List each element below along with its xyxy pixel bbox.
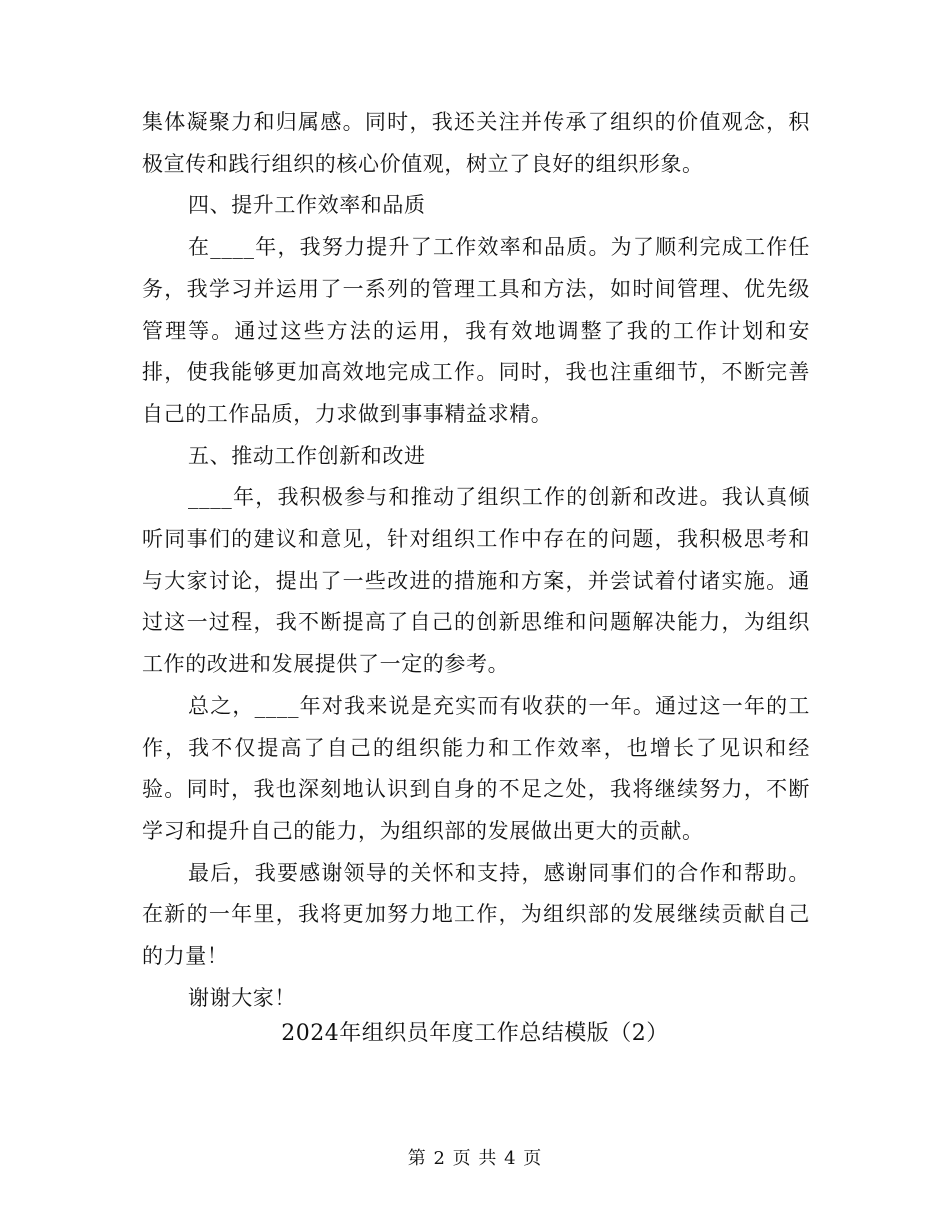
section-heading-4: 四、提升工作效率和品质: [188, 193, 426, 218]
document-body: [142, 102, 810, 1019]
paragraph-continued: 集体凝聚力和归属感。同时，我还关注并传承了组织的价值观念，积极宣传和践行组织的核心价值观，树立了良好的组织形象。: [142, 110, 810, 176]
paragraph-thanks: 最后，我要感谢领导的关怀和支持，感谢同事们的合作和帮助。在新的一年里，我将更加努力地工作，为组织部的发展继续贡献自己的力量！: [142, 860, 810, 969]
paragraph-innovation: ____年，我积极参与和推动了组织工作的创新和改进。我认真倾听同事们的建议和意见，针对组织工作中存在的问题，我积极思考和与大家讨论，提出了一些改进的措施和方案，并尝试着付诸实施。通过这一过程，我不断提高了自己的创新思维和问题解决能力，为组织工作的改进和发展提供了一定的参考。: [142, 485, 810, 677]
next-document-title: 2024年组织员年度工作总结模版（2）: [281, 1021, 669, 1046]
section-heading-5: 五、推动工作创新和改进: [188, 443, 426, 468]
paragraph-efficiency: 在____年，我努力提升了工作效率和品质。为了顺利完成工作任务，我学习并运用了一系列的管理工具和方法，如时间管理、优先级管理等。通过这些方法的运用，我有效地调整了我的工作计划和安排，使我能够更加高效地完成工作。同时，我也注重细节，不断完善自己的工作品质，力求做到事事精益求精。: [142, 235, 810, 426]
page-number-label: 第 2 页 共 4 页: [407, 1148, 543, 1169]
paragraph-summary: 总之，____年对我来说是充实而有收获的一年。通过这一年的工作，我不仅提高了自己的组织能力和工作效率，也增长了见识和经验。同时，我也深刻地认识到自身的不足之处，我将继续努力，不断学习和提升自己的能力，为组织部的发展做出更大的贡献。: [142, 693, 810, 843]
page-footer: [0, 1146, 950, 1172]
paragraph-closing: 谢谢大家！: [188, 985, 296, 1010]
